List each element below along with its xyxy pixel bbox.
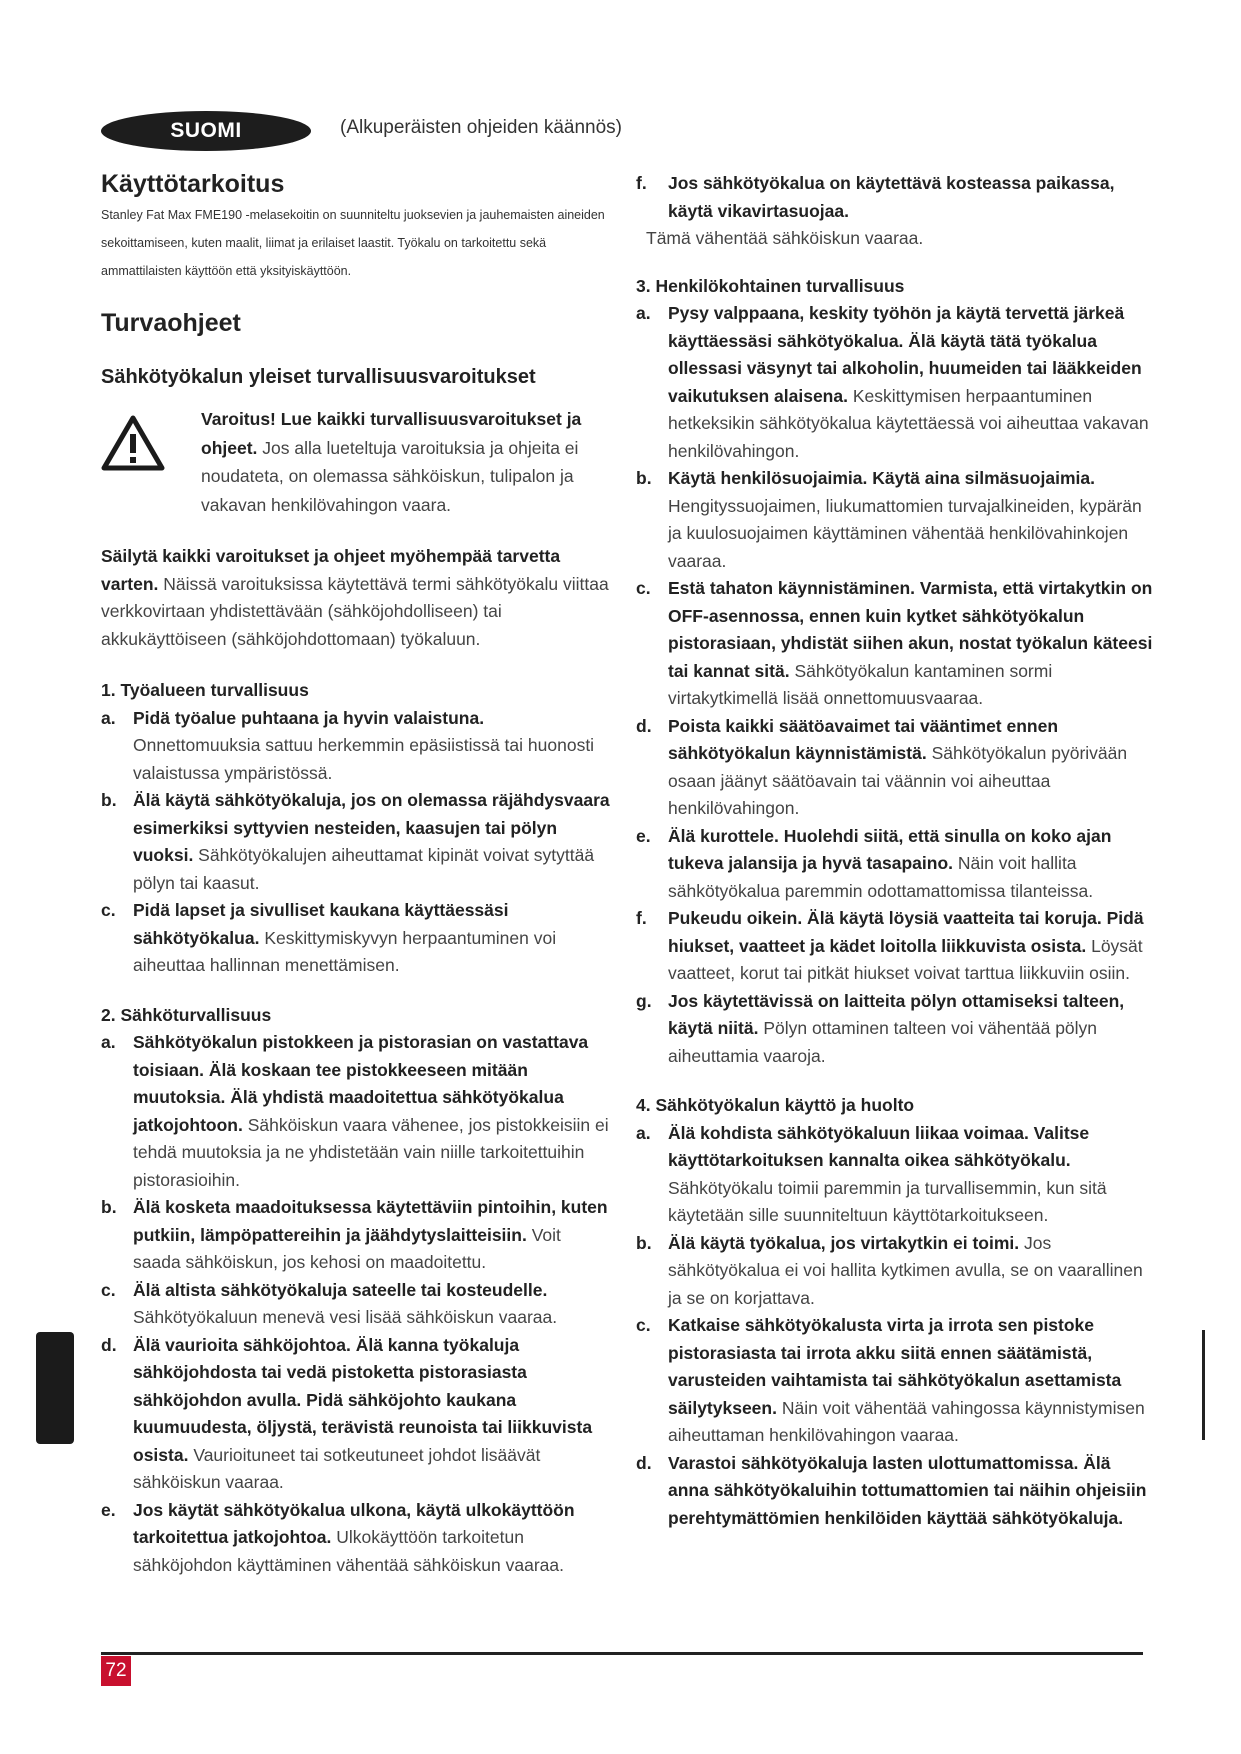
item-bold: Poista kaikki säätöavaimet tai vääntimet ennen sähkötyökalun käynnistämistä.: [668, 715, 1059, 763]
list-item: [636, 575, 1156, 713]
item-label: b.: [636, 468, 652, 488]
intended-use-text: Stanley Fat Max FME190 -melasekoitin on suunniteltu juoksevien ja jauhemaisten aineiden sekoittamiseen, kuten maalit, liimat ja erilaiset laastit. Työkalu on tarkoitettu sekä ammattilaisten käyttöön että yksityiskäyttöön.: [101, 208, 605, 278]
item-bold: Sähkötyökalun pistokkeen ja pistorasian on vastattava toisiaan. Älä koskaan tee pistokkeeseen mitään muutoksia. Älä yhdistä maadoitettua sähkötyökalua jatkojohtoon.: [133, 1032, 589, 1135]
item-bold: Älä kohdista sähkötyökaluun liikaa voimaa. Valitse käyttötarkoituksen kannalta oikea sähkötyökalu.: [668, 1122, 1090, 1170]
item-bold: Pidä työalue puhtaana ja hyvin valaistuna.: [133, 707, 485, 728]
item-label: b.: [636, 1232, 652, 1253]
item-label: e.: [101, 1499, 116, 1520]
list-item: [636, 300, 1156, 465]
item-text: Sähkötyökalu toimii paremmin ja turvallisemmin, kun sitä käytetään sille suunniteltuun käyttötarkoitukseen.: [668, 1177, 1107, 1225]
item-text: Sähkötyökalujen aiheuttamat kipinät voivat sytyttää pölyn tai kaasut.: [133, 845, 595, 893]
list-item: [101, 1277, 611, 1332]
left-column: [101, 170, 611, 1579]
item-label: f.: [636, 908, 647, 928]
item-text: Sähkötyökalun pyörivään osaan jäänyt säätöavain tai väännin voi aiheuttaa henkilövahingon.: [668, 743, 1128, 818]
item-bold: Pukeudu oikein. Älä käytä löysiä vaatteita tai koruja. Pidä hiukset, vaatteet ja kädet loitolla liikkuvista osista.: [668, 908, 1144, 956]
general-warnings-title: Sähkötyökalun yleiset turvallisuusvaroitukset: [101, 366, 536, 388]
item-label: f.: [636, 173, 647, 193]
list-item: [636, 905, 1156, 988]
list-item: [101, 1332, 611, 1497]
translation-note: (Alkuperäisten ohjeiden käännös): [340, 117, 623, 138]
item-text: Sähköiskun vaara vähenee, jos pistokkeisiin ei tehdä muutoksia ja ne yhdistetään vain niille tarkoitettuihin pistorasioihin.: [133, 1114, 609, 1190]
item-text: Voit saada sähköiskun, jos kehosi on maadoitettu.: [133, 1224, 561, 1272]
section-1-title: 1. Työalueen turvallisuus: [101, 680, 309, 700]
item-label: a.: [101, 1032, 116, 1052]
safety-title: Turvaohjeet: [101, 309, 241, 337]
item-text: Jos sähkötyökalua ei voi hallita kytkimen avulla, se on vaarallinen ja se on korjattava.: [668, 1232, 1143, 1308]
item-bold: Jos käytät sähkötyökalua ulkona, käytä ulkokäyttöön tarkoitettua jatkojohtoa.: [133, 1499, 575, 1547]
page-number: 72: [101, 1656, 131, 1686]
item-label: b.: [101, 790, 117, 810]
warning-triangle-icon: [101, 405, 201, 519]
item-bold: Älä vaurioita sähköjohtoa. Älä kanna työkaluja sähköjohdosta tai vedä pistoketta pistorasiasta sähköjohdon avulla. Pidä sähköjohto kaukana kuumuudesta, öljystä, terävistä reunoista tai liikkuvista osista.: [133, 1334, 593, 1465]
item-bold: Älä altista sähkötyökaluja sateelle tai kosteudelle.: [133, 1279, 548, 1300]
margin-mark: [1202, 1330, 1205, 1440]
item-text: Näin voit hallita sähkötyökalua paremmin odottamattomissa tilanteissa.: [668, 853, 1094, 901]
item-bold: Pidä lapset ja sivulliset kaukana käyttäessäsi sähkötyökalua.: [133, 900, 509, 948]
item-label: b.: [101, 1197, 117, 1217]
language-badge: SUOMI: [101, 111, 311, 151]
item-text: Sähkötyökalun kantaminen sormi virtakytkimellä lisää onnettomuusvaaraa.: [668, 660, 1053, 708]
warning-block: [101, 405, 611, 519]
list-item: [636, 1450, 1156, 1533]
item-text: Vaurioituneet tai sotkeutuneet johdot lisäävät sähköiskun vaaraa.: [133, 1444, 541, 1492]
item-text: Onnettomuuksia sattuu herkemmin epäsiistissä tai huonosti valaistussa ympäristössä.: [133, 735, 595, 783]
item-label: a.: [636, 1122, 651, 1143]
item-label: d.: [101, 1334, 117, 1355]
list-item: [101, 705, 611, 788]
item-label: d.: [636, 1452, 652, 1473]
list-item: [636, 170, 1156, 225]
item-text: Sähkötyökaluun menevä vesi lisää sähköiskun vaaraa.: [133, 1307, 558, 1327]
item-label: d.: [636, 715, 652, 736]
item-label: c.: [101, 1279, 116, 1300]
section-2-title: 2. Sähköturvallisuus: [101, 1004, 272, 1025]
list-item: [636, 465, 1156, 575]
item-bold: Katkaise sähkötyökalusta virta ja irrota sen pistoke pistorasiasta tai irrota akku siitä ennen säätämistä, varusteiden vaihtamista tai sähkötyökalun asettamista säilytykseen.: [668, 1315, 1122, 1418]
item-label: c.: [636, 578, 651, 598]
item-bold: Älä kurottele. Huolehdi siitä, että sinulla on koko ajan tukeva jalansija ja hyvä tasapaino.: [668, 825, 1112, 873]
item-bold: Älä käytä sähkötyökaluja, jos on olemassa räjähdysvaara esimerkiksi syttyvien nesteiden, kaasujen tai pölyn vuoksi.: [133, 790, 610, 865]
intended-use-title: Käyttötarkoitus: [101, 170, 285, 198]
footer-rule: [101, 1652, 1143, 1655]
keep-instructions: [101, 543, 611, 653]
warning-text: [201, 405, 611, 519]
list-item: [636, 1120, 1156, 1230]
section-3-title: 3. Henkilökohtainen turvallisuus: [636, 275, 905, 296]
item-text: Löysät vaatteet, korut tai pitkät hiukset voivat tarttua liikkuviin osiin.: [668, 935, 1143, 983]
section-electrical: [101, 1002, 611, 1580]
item-text: Keskittymiskyvyn herpaantuminen voi aiheuttaa hallinnan menettämisen.: [133, 927, 557, 975]
list-item: [101, 1029, 611, 1194]
item-bold: Käytä henkilösuojaimia. Käytä aina silmäsuojaimia.: [668, 468, 1095, 488]
item-label: a.: [101, 707, 116, 728]
item-bold: Pysy valppaana, keskity työhön ja käytä tervettä järkeä käyttäessäsi sähkötyökalua. Älä käytä tätä työkalua ollessasi väsynyt tai alkoholin, huumeiden tai lääkkeiden vaikutuksen alaisena.: [668, 303, 1142, 406]
section-4-title: 4. Sähkötyökalun käyttö ja huolto: [636, 1095, 915, 1115]
warning-normal: Jos alla lueteltuja varoituksia ja ohjeita ei noudateta, on olemassa sähköiskun, tulipalon ja vakavan henkilövahingon vaara.: [201, 437, 579, 515]
item-text: Hengityssuojaimen, liukumattomien turvajalkineiden, kypärän ja kuulosuojaimen käyttäminen vähentää henkilövahinkojen vaaraa.: [668, 495, 1142, 571]
item-label: c.: [636, 1315, 651, 1335]
item-label: c.: [101, 900, 116, 920]
list-item: [636, 713, 1156, 823]
item-text: Ulkokäyttöön tarkoitetun sähköjohdon käyttäminen vähentää sähköiskun vaaraa.: [133, 1527, 564, 1575]
side-thumb-tab: [36, 1332, 74, 1444]
item-label: a.: [636, 303, 651, 323]
item-bold: Jos käytettävissä on laitteita pölyn ottamiseksi talteen, käytä niitä.: [668, 990, 1125, 1038]
list-item: [101, 1497, 611, 1580]
item-bold: Jos sähkötyökalua on käytettävä kosteassa paikassa, käytä vikavirtasuojaa.: [668, 173, 1115, 221]
item-label: e.: [636, 825, 651, 846]
section-personal: [636, 273, 1156, 1071]
item-bold: Estä tahaton käynnistäminen. Varmista, että virtakytkin on OFF-asennossa, ennen kuin kytket sähkötyökalun pistorasiaan, yhdistät siihen akun, nostat työkalun käteesi tai kannat sitä.: [668, 578, 1153, 681]
item-bold: Varastoi sähkötyökaluja lasten ulottumattomissa. Älä anna sähkötyökaluihin tottumattomien tai näihin ohjeisiin perehtymättömien henkilöiden käyttää sähkötyökaluja.: [668, 1452, 1147, 1528]
section-work-area: [101, 677, 611, 980]
list-item: [101, 787, 611, 897]
keep-normal: Näissä varoituksissa käytettävä termi sähkötyökalu viittaa verkkovirtaan yhdistettävään (sähköjohdolliseen) tai akkukäyttöiseen (sähköjohdottomaan) työkaluun.: [101, 573, 609, 649]
item-label: g.: [636, 990, 652, 1011]
item-text: Keskittymisen herpaantuminen hetkeksikin sähkötyökalua käytettäessä voi aiheuttaa vakavan henkilövahingon.: [668, 385, 1149, 461]
list-item: [101, 1194, 611, 1277]
section-tool-use: [636, 1092, 1156, 1532]
list-item: [636, 823, 1156, 906]
item-text: Näin voit vähentää vahingossa käynnistymisen aiheuttaman henkilövahingon vaaraa.: [668, 1397, 1145, 1445]
list-item: [636, 1230, 1156, 1313]
keep-bold: Säilytä kaikki varoitukset ja ohjeet myöhempää tarvetta varten.: [101, 546, 561, 594]
item-bold: Älä käytä työkalua, jos virtakytkin ei toimi.: [668, 1232, 1020, 1253]
item-f-text: Tämä vähentää sähköiskun vaaraa.: [646, 228, 924, 248]
list-item: [101, 897, 611, 980]
right-column: [636, 170, 1156, 1532]
item-bold: Älä kosketa maadoituksessa käytettäviin pintoihin, kuten putkiin, lämpöpattereihin ja jäähdytyslaitteisiin.: [133, 1197, 608, 1245]
list-item: [636, 1312, 1156, 1450]
item-text: Pölyn ottaminen talteen voi vähentää pölyn aiheuttamia vaaroja.: [668, 1018, 1098, 1066]
list-item: [636, 988, 1156, 1071]
warning-bold: Varoitus! Lue kaikki turvallisuusvaroitukset ja ohjeet.: [201, 409, 582, 458]
